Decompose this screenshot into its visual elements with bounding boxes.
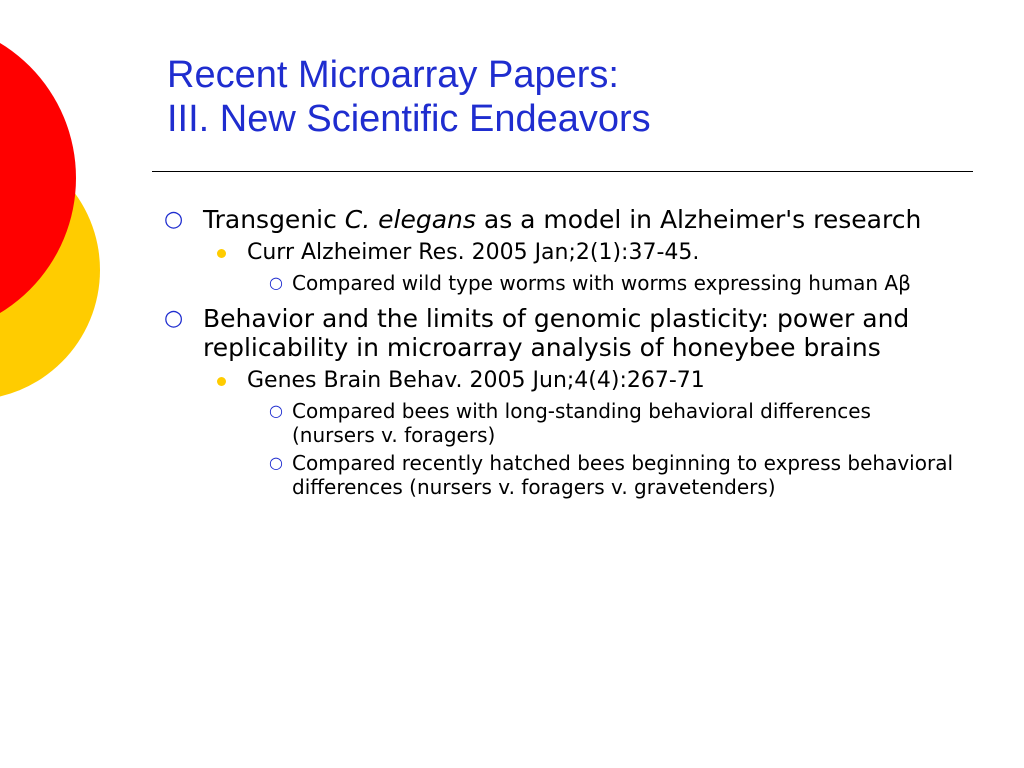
- hollow-circle-bullet-icon: ○: [164, 306, 184, 331]
- bullet-text-prefix: Transgenic: [203, 205, 345, 234]
- title-line-2: III. New Scientific Endeavors: [167, 98, 651, 140]
- bullet-level1-item: [160, 205, 960, 234]
- detail-text: Compared bees with long-standing behavioral differences (nursers v. foragers): [292, 399, 871, 447]
- slide-title: [167, 53, 987, 141]
- bullet-level3-detail: [160, 451, 960, 499]
- hollow-circle-bullet-icon: ○: [269, 401, 283, 420]
- citation-text: Genes Brain Behav. 2005 Jun;4(4):267-71: [247, 368, 705, 393]
- bullet-text-suffix: as a model in Alzheimer's research: [475, 205, 922, 234]
- bullet-level3-detail: [160, 399, 960, 447]
- hollow-circle-bullet-icon: ○: [164, 207, 184, 232]
- bullet-text: Behavior and the limits of genomic plasticity: power and replicability in microarray analysis of honeybee brains: [203, 304, 910, 362]
- bullet-level2-citation: [160, 368, 960, 394]
- hollow-circle-bullet-icon: ○: [269, 273, 283, 292]
- detail-text: Compared wild type worms with worms expressing human Aβ: [292, 271, 911, 295]
- bullet-level1-item: [160, 304, 960, 362]
- citation-text: Curr Alzheimer Res. 2005 Jan;2(1):37-45.: [247, 240, 700, 265]
- title-line-1: Recent Microarray Papers:: [167, 54, 619, 96]
- bullet-text-italic: C. elegans: [344, 205, 476, 234]
- bullet-level2-citation: [160, 240, 960, 266]
- filled-circle-bullet-icon: [217, 249, 226, 258]
- title-divider: [152, 171, 973, 172]
- slide-body: [160, 205, 960, 499]
- filled-circle-bullet-icon: [217, 377, 226, 386]
- bullet-level3-detail: [160, 271, 960, 295]
- detail-text: Compared recently hatched bees beginning to express behavioral differences (nursers v. foragers v. gravetenders): [292, 451, 954, 499]
- hollow-circle-bullet-icon: ○: [269, 453, 283, 472]
